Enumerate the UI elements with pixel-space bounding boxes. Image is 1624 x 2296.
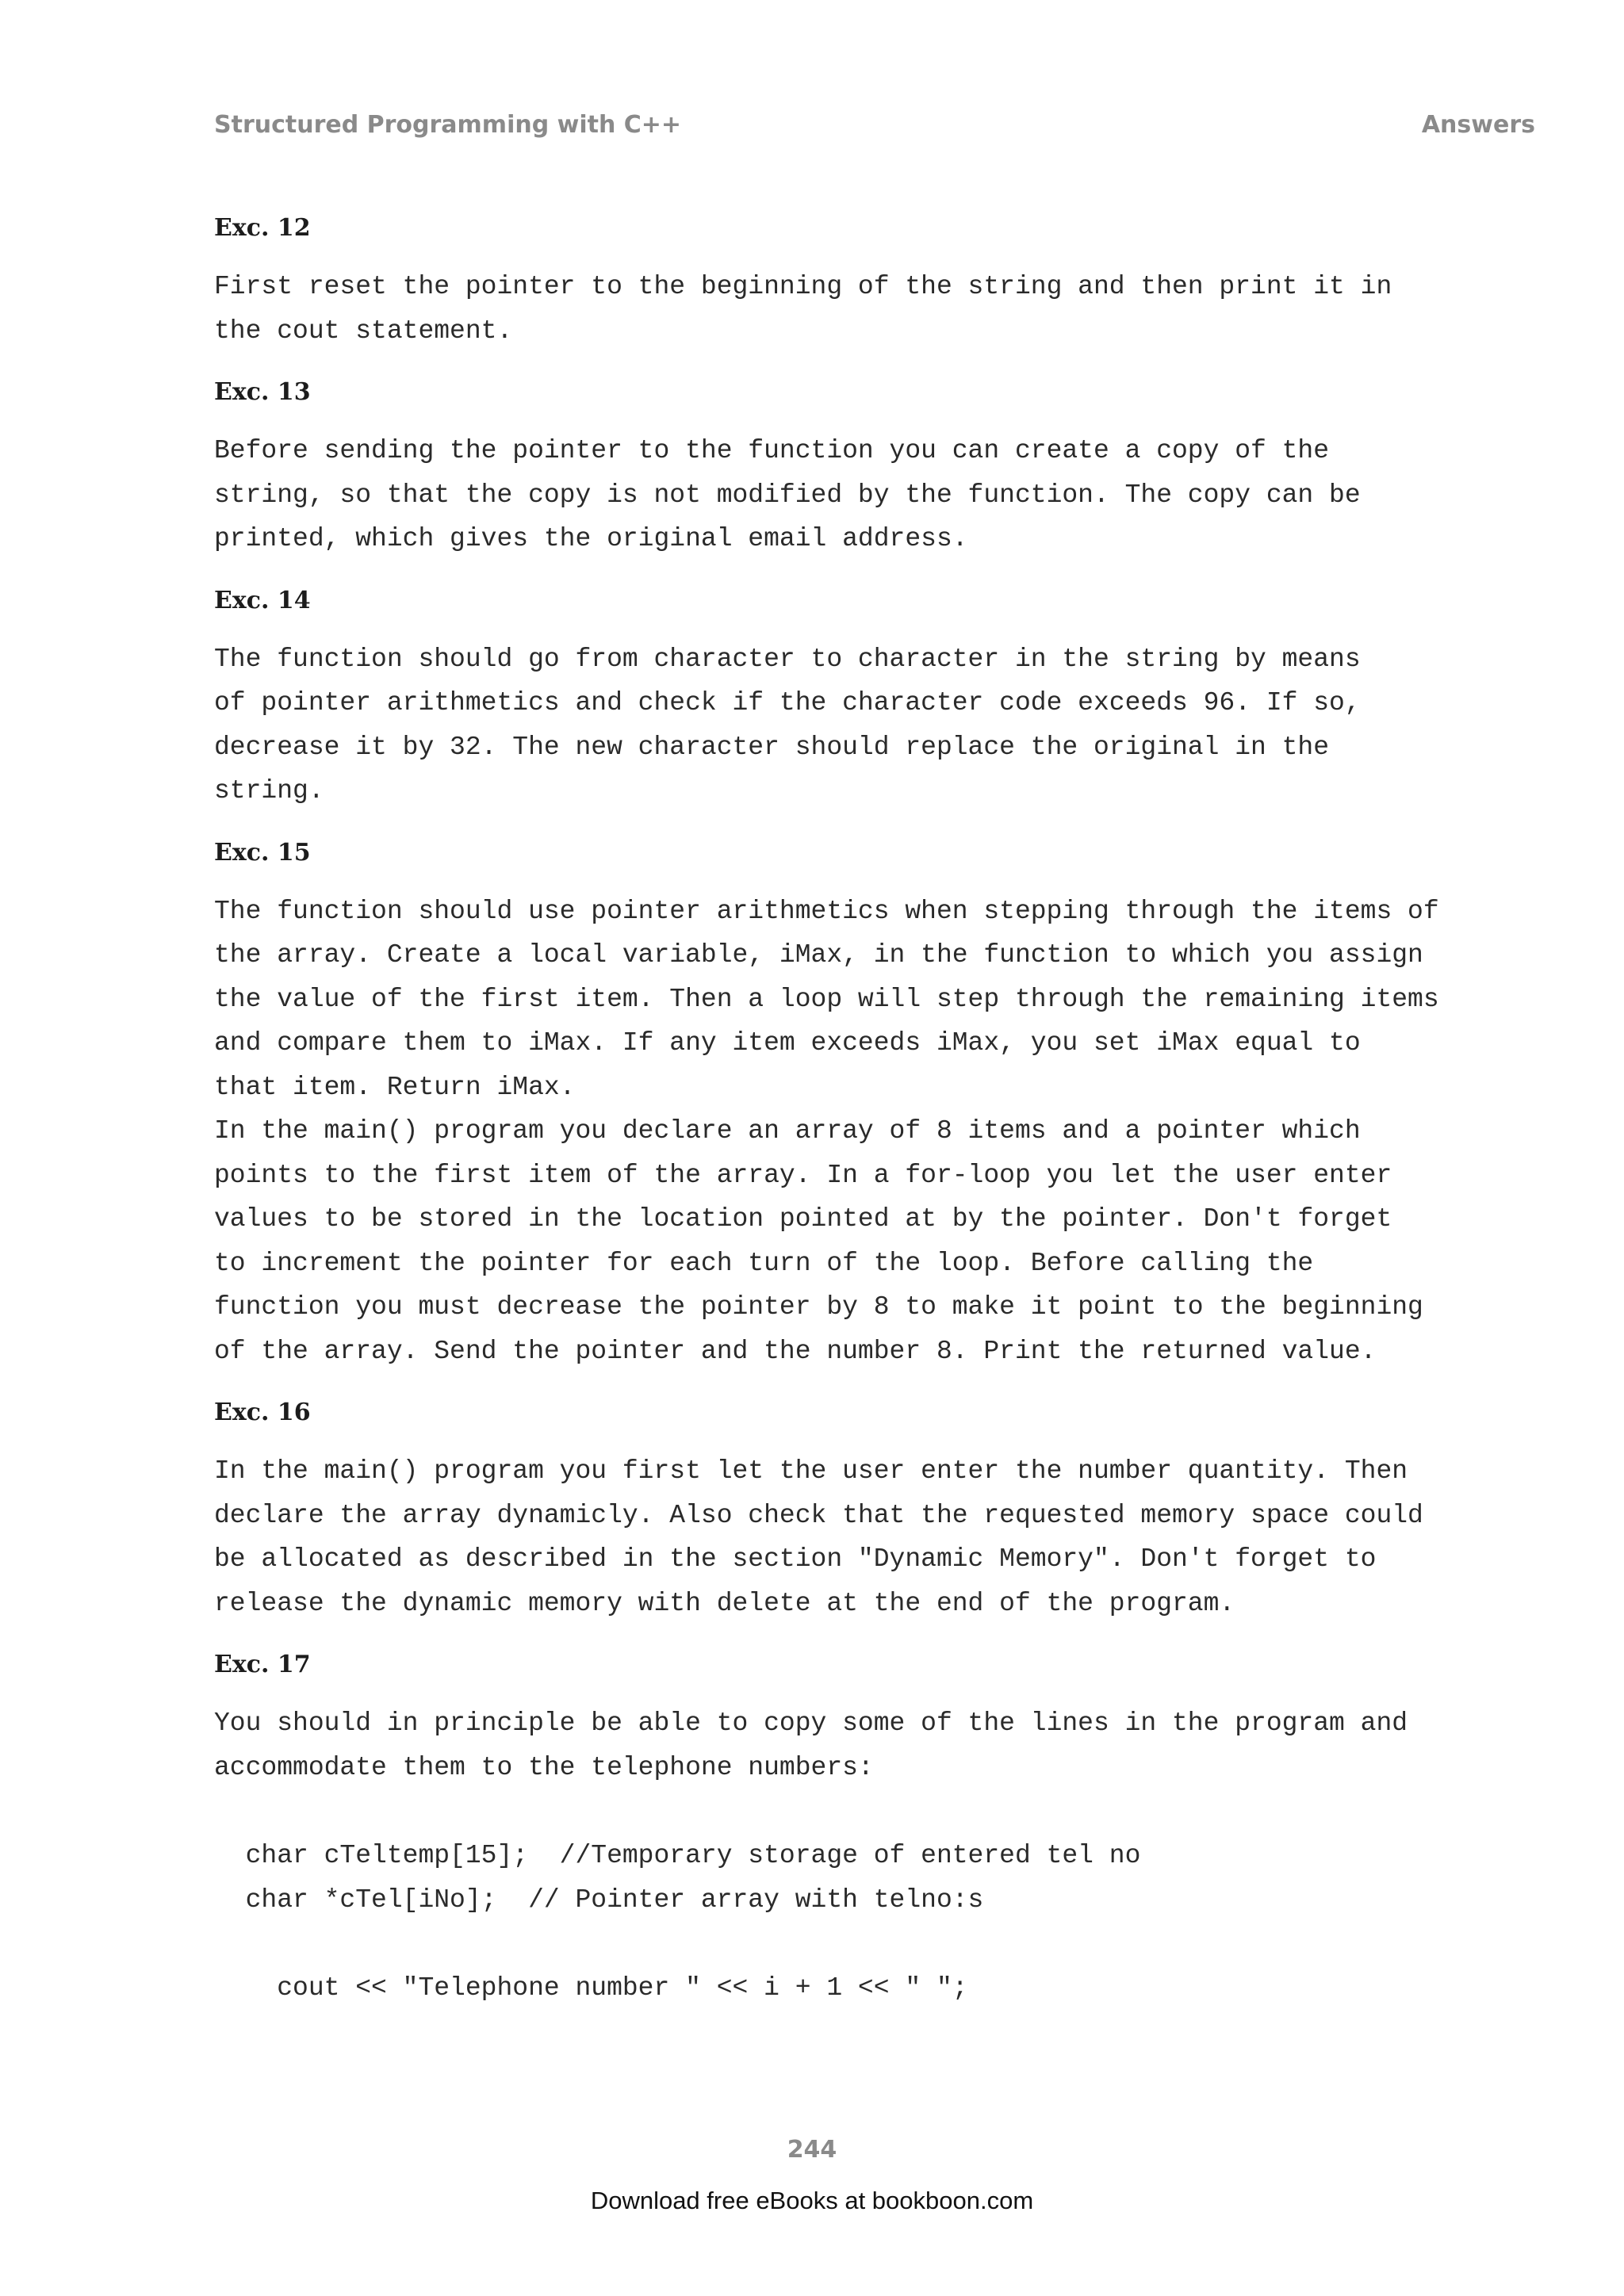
exercise-text: In the main() program you first let the user enter the number quantity. Then declare the array dynamicly. Also check that the requested memory space could be allocated as described in the section "Dynamic Memory". Don't forget to release the dynamic memory with delete at the end of the program. [214,1456,1423,1618]
exercise-heading: Exc. 16 [214,1399,311,1426]
running-header [214,111,1535,151]
page-number: 244 [787,2136,837,2164]
exercise-heading: Exc. 15 [214,838,311,867]
exercise-text: First reset the pointer to the beginning of the string and then print it in the cout statement. [214,272,1392,346]
answers-content [214,212,1562,2010]
code-snippet [214,1834,1562,2010]
book-title: Structured Programming with C++ [214,111,682,139]
code-line: char cTeltemp[15]; //Temporary storage of entered tel no [214,1841,1141,1870]
exercise-heading: Exc. 13 [214,378,311,406]
exercise-heading: Exc. 12 [214,214,311,242]
exercise-heading: Exc. 14 [214,586,311,614]
exercise-text: You should in principle be able to copy some of the lines in the program and accommodate them to the telephone numbers: [214,1709,1408,1782]
exercise-text: The function should use pointer arithmetics when stepping through the items of the array. Create a local variable, iMax, in the function to which you assign the value of the first item. Then a loop will step through the remaining items and compare them to iMax. If any item exceeds iMax, you set iMax equal to that item. Return iMax. In the main() program you declare an array of 8 items and a pointer which points to the first item of the array. In a for-loop you let the user enter values to be stored in the location pointed at by the pointer. Don't forget to increment the pointer for each turn of the loop. Before calling the function you must decrease the pointer by 8 to make it point to the beginning of the array. Send the pointer and the number 8. Print the returned value. [214,896,1439,1366]
exercise-17 [214,1649,1562,2010]
exercise-13 [214,377,1562,561]
exercise-14 [214,585,1562,813]
code-line: char *cTel[iNo]; // Pointer array with telno:s [214,1885,984,1915]
exercise-12 [214,212,1562,353]
exercise-text: Before sending the pointer to the function you can create a copy of the string, so that the copy is not modified by the function. The copy can be printed, which gives the original email address. [214,436,1361,553]
code-line: cout << "Telephone number " << i + 1 << " "; [214,1973,968,2003]
download-link[interactable]: Download free eBooks at bookboon.com [590,2187,1034,2214]
exercise-15 [214,837,1562,1374]
exercise-text: The function should go from character to character in the string by means of pointer arithmetics and check if the character code exceeds 96. If so, decrease it by 32. The new character should replace the original in the string. [214,644,1361,806]
exercise-heading: Exc. 17 [214,1651,311,1678]
exercise-16 [214,1397,1562,1625]
section-title: Answers [1421,111,1535,139]
